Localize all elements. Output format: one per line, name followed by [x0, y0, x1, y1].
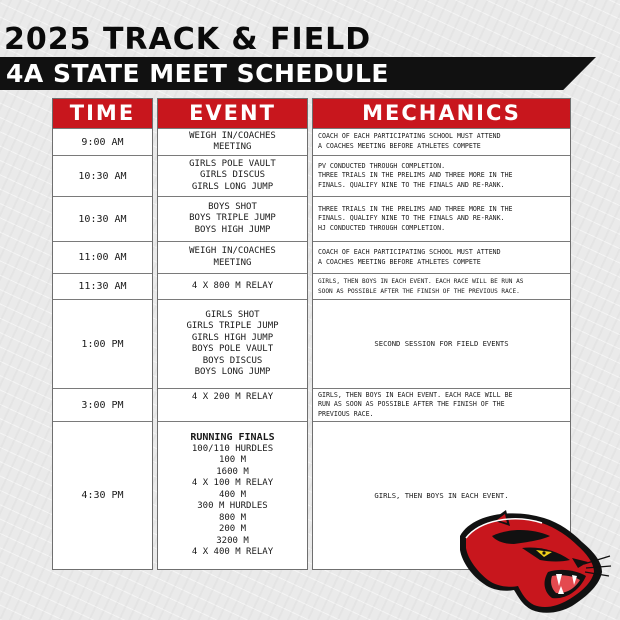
time-cell: 9:00 AM	[53, 128, 152, 155]
mechanics-cell	[313, 273, 570, 299]
mechanics-cell	[313, 155, 570, 196]
time-cell: 3:00 PM	[53, 388, 152, 421]
event-cell	[158, 273, 307, 299]
event-line: BOYS HIGH JUMP	[194, 224, 271, 235]
mechanics-text: SECOND SESSION FOR FIELD EVENTS	[374, 339, 509, 349]
event-cell	[158, 241, 307, 273]
event-line: WEIGH IN/COACHES	[189, 130, 276, 141]
mechanics-text: THREE TRIALS IN THE PRELIMS AND THREE MORE IN THE FINALS. QUALIFY NINE TO THE FINALS AND RE-RANK. HJ CONDUCTED THROUGH COMPLETION.	[318, 204, 513, 232]
time-cell: 10:30 AM	[53, 155, 152, 196]
event-line: BOYS SHOT	[208, 201, 257, 212]
mechanics-text: PV CONDUCTED THROUGH COMPLETION. THREE TRIALS IN THE PRELIMS AND THREE MORE IN THE FINALS. QUALIFY NINE TO THE FINALS AND RE-RANK.	[318, 161, 513, 189]
time-column	[52, 98, 153, 570]
event-line: 1600 M	[216, 466, 249, 477]
time-cell: 11:00 AM	[53, 241, 152, 273]
event-line: GIRLS HIGH JUMP	[191, 332, 274, 343]
event-line: BOYS LONG JUMP	[194, 367, 271, 377]
event-header: EVENT	[158, 99, 307, 128]
event-line: 4 X 800 M RELAY	[191, 280, 274, 291]
time-cell: 4:30 PM	[53, 421, 152, 569]
event-cell	[158, 196, 307, 241]
time-cell: 1:00 PM	[53, 299, 152, 388]
page-subtitle: 4A STATE MEET SCHEDULE	[6, 59, 390, 88]
mechanics-text: COACH OF EACH PARTICIPATING SCHOOL MUST ATTEND A COACHES MEETING BEFORE ATHLETES COMPETE	[318, 132, 501, 150]
event-line: GIRLS POLE VAULT	[189, 158, 276, 169]
event-column	[157, 98, 308, 570]
event-cell	[158, 299, 307, 388]
event-group-title: RUNNING FINALS	[190, 432, 275, 444]
mechanics-cell	[313, 196, 570, 241]
mechanics-cell	[313, 299, 570, 388]
mechanics-cell	[313, 241, 570, 273]
mechanics-text: GIRLS, THEN BOYS IN EACH EVENT.	[374, 490, 509, 500]
event-line: WEIGH IN/COACHES	[189, 246, 276, 256]
event-line: 400 M	[218, 489, 247, 500]
event-line: MEETING	[213, 257, 252, 268]
mechanics-header: MECHANICS	[313, 99, 570, 128]
event-line: 4 X 400 M RELAY	[191, 547, 274, 558]
event-line: 4 X 200 M RELAY	[191, 392, 274, 402]
event-line: GIRLS LONG JUMP	[191, 181, 274, 192]
event-line: BOYS POLE VAULT	[191, 344, 274, 354]
event-line: BOYS DISCUS	[202, 355, 263, 366]
time-header: TIME	[53, 99, 152, 128]
event-line: 100 M	[218, 455, 247, 466]
mechanics-column	[312, 98, 571, 570]
mechanics-text: GIRLS, THEN BOYS IN EACH EVENT. EACH RACE WILL BE RUN AS SOON AS POSSIBLE AFTER THE FINISH OF THE PREVIOUS RACE.	[318, 390, 513, 418]
event-line: 800 M	[218, 512, 247, 523]
time-cell: 11:30 AM	[53, 273, 152, 299]
event-cell	[158, 388, 307, 421]
page-title: 2025 TRACK & FIELD	[4, 22, 372, 57]
event-line: 100/110 HURDLES	[191, 443, 274, 454]
event-line: 300 M HURDLES	[197, 501, 268, 512]
mechanics-text: GIRLS, THEN BOYS IN EACH EVENT. EACH RACE WILL BE RUN AS SOON AS POSSIBLE AFTER THE FINISH OF THE PREVIOUS RACE.	[318, 277, 524, 295]
event-cell	[158, 155, 307, 196]
event-line: MEETING	[213, 142, 252, 152]
event-line: BOYS TRIPLE JUMP	[189, 213, 276, 224]
event-line: GIRLS DISCUS	[199, 170, 266, 181]
mechanics-cell	[313, 128, 570, 155]
panther-mascot-icon	[452, 506, 612, 616]
mechanics-text: COACH OF EACH PARTICIPATING SCHOOL MUST ATTEND A COACHES MEETING BEFORE ATHLETES COMPETE	[318, 247, 501, 266]
event-line: GIRLS SHOT	[205, 309, 260, 320]
event-cell	[158, 128, 307, 155]
event-line: 200 M	[218, 524, 247, 535]
event-line: GIRLS TRIPLE JUMP	[186, 321, 279, 331]
event-line: 3200 M	[216, 535, 249, 546]
time-cell: 10:30 AM	[53, 196, 152, 241]
mechanics-cell	[313, 388, 570, 421]
event-cell	[158, 421, 307, 569]
event-line: 4 X 100 M RELAY	[191, 478, 274, 489]
